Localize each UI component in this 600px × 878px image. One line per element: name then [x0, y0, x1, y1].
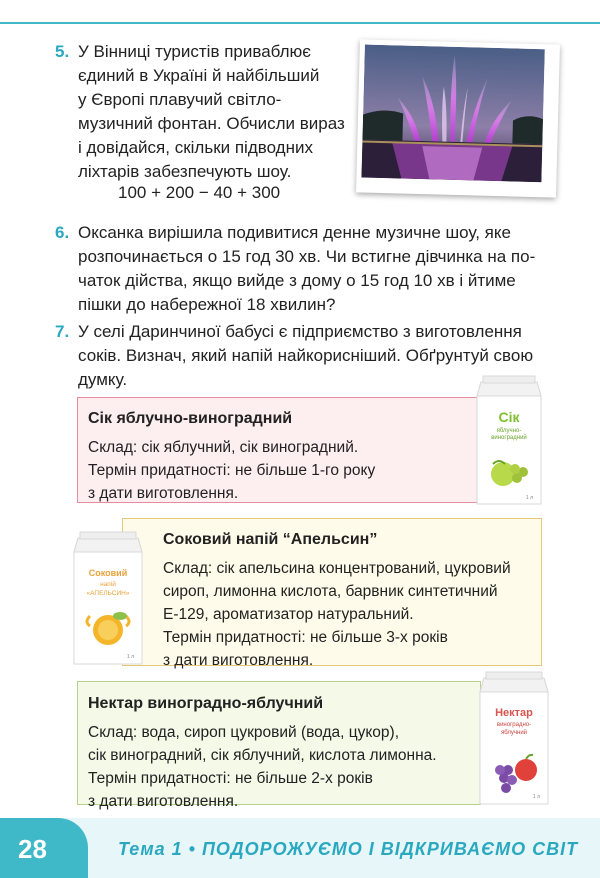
product-shelf-life-note: з дати виготовлення. — [88, 793, 239, 810]
carton-label: Нектар — [495, 707, 533, 719]
task-7-text — [78, 320, 533, 392]
task-5-formula: 100 + 200 − 40 + 300 — [118, 183, 281, 202]
juice-carton-apple-grape — [471, 374, 547, 508]
carton-label: напій — [100, 581, 116, 588]
carton-label: Соковий — [88, 568, 128, 578]
product-shelf-life-note: з дати виготовлення. — [163, 652, 314, 669]
footer-section-title: Тема 1 • ПОДОРОЖУЄМО І ВІДКРИВАЄМО СВІТ — [118, 839, 579, 859]
carton-label: яблучний — [500, 730, 528, 736]
task-5-line: і довідайся, скільки підводних — [78, 138, 313, 157]
task-7-line: У селі Даринчиної бабусі є підприємство з виготовлення — [78, 322, 522, 341]
task-6-line: Оксанка вирішила подивитися денне музичне шоу, яке — [78, 223, 511, 242]
product-composition: Склад: вода, сироп цукровий (вода, цукор), — [88, 724, 400, 741]
task-7-line: соків. Визнач, який напій найкорисніший. Обґрунтуй свою — [78, 346, 534, 365]
carton-label: «АПЕЛЬСИН» — [86, 590, 130, 597]
fountain-photo — [356, 39, 560, 197]
task-5-line: музичний фонтан. Обчисли вираз — [78, 114, 345, 133]
product-shelf-life: Термін придатності: не більше 1-го року — [88, 462, 376, 479]
carton-label: 1 л — [525, 495, 533, 501]
task-6-line: чаток дійства, якщо вийде з дому о 15 год 10 хв і йтиме — [78, 271, 516, 290]
carton-label: 1 л — [126, 654, 134, 660]
product-title: Нектар виноградно-яблучний — [88, 695, 324, 712]
task-5-line: єдиний в Україні й найбільший — [78, 66, 320, 85]
product-shelf-life-note: з дати виготовлення. — [88, 485, 239, 502]
product-composition: Склад: сік яблучний, сік виноградний. — [88, 439, 359, 456]
carton-label: яблучно- — [496, 428, 522, 434]
product-title: Соковий напій “Апельсин” — [163, 531, 378, 548]
product-composition: Склад: сік апельсина концентрований, цукровий — [163, 560, 511, 577]
task-6-line: розпочинається о 15 год 30 хв. Чи встигне дівчинка на по- — [78, 247, 536, 266]
task-5-line: у Європі плавучий світло- — [78, 90, 282, 109]
juice-carton-grape-apple — [474, 670, 554, 808]
task-5-number: 5. — [55, 42, 70, 61]
task-7-line: думку. — [78, 370, 128, 389]
task-6-text — [78, 221, 535, 317]
product-card-apple-grape — [77, 397, 479, 503]
carton-label: 1 л — [532, 794, 540, 800]
task-7-number: 7. — [55, 322, 70, 341]
product-card-orange — [122, 518, 542, 669]
carton-label: виноградно- — [496, 722, 532, 728]
carton-label: Сік — [498, 409, 520, 425]
page-number: 28 — [18, 834, 47, 864]
task-5-line: ліхтарів забезпечують шоу. — [78, 162, 292, 181]
product-title: Сік яблучно-виноградний — [88, 410, 293, 427]
product-shelf-life: Термін придатності: не більше 3-х років — [163, 629, 448, 646]
product-composition: сироп, лимонна кислота, барвник синтетичний — [163, 583, 498, 600]
task-6-line: пішки до набережної 18 хвилин? — [78, 295, 336, 314]
juice-carton-orange — [68, 530, 148, 668]
product-card-grape-apple — [77, 681, 481, 810]
top-rule — [0, 22, 600, 24]
carton-label: виноградний — [491, 435, 527, 441]
product-shelf-life: Термін придатності: не більше 2-х років — [88, 770, 373, 787]
task-5-line: У Вінниці туристів приваблює — [78, 42, 311, 61]
task-5-text — [78, 40, 345, 184]
fountain-illustration — [361, 45, 544, 183]
task-6-number: 6. — [55, 223, 70, 242]
product-composition: сік виноградний, сік яблучний, кислота лимонна. — [88, 747, 437, 764]
product-composition: Е-129, ароматизатор натуральний. — [163, 606, 414, 623]
